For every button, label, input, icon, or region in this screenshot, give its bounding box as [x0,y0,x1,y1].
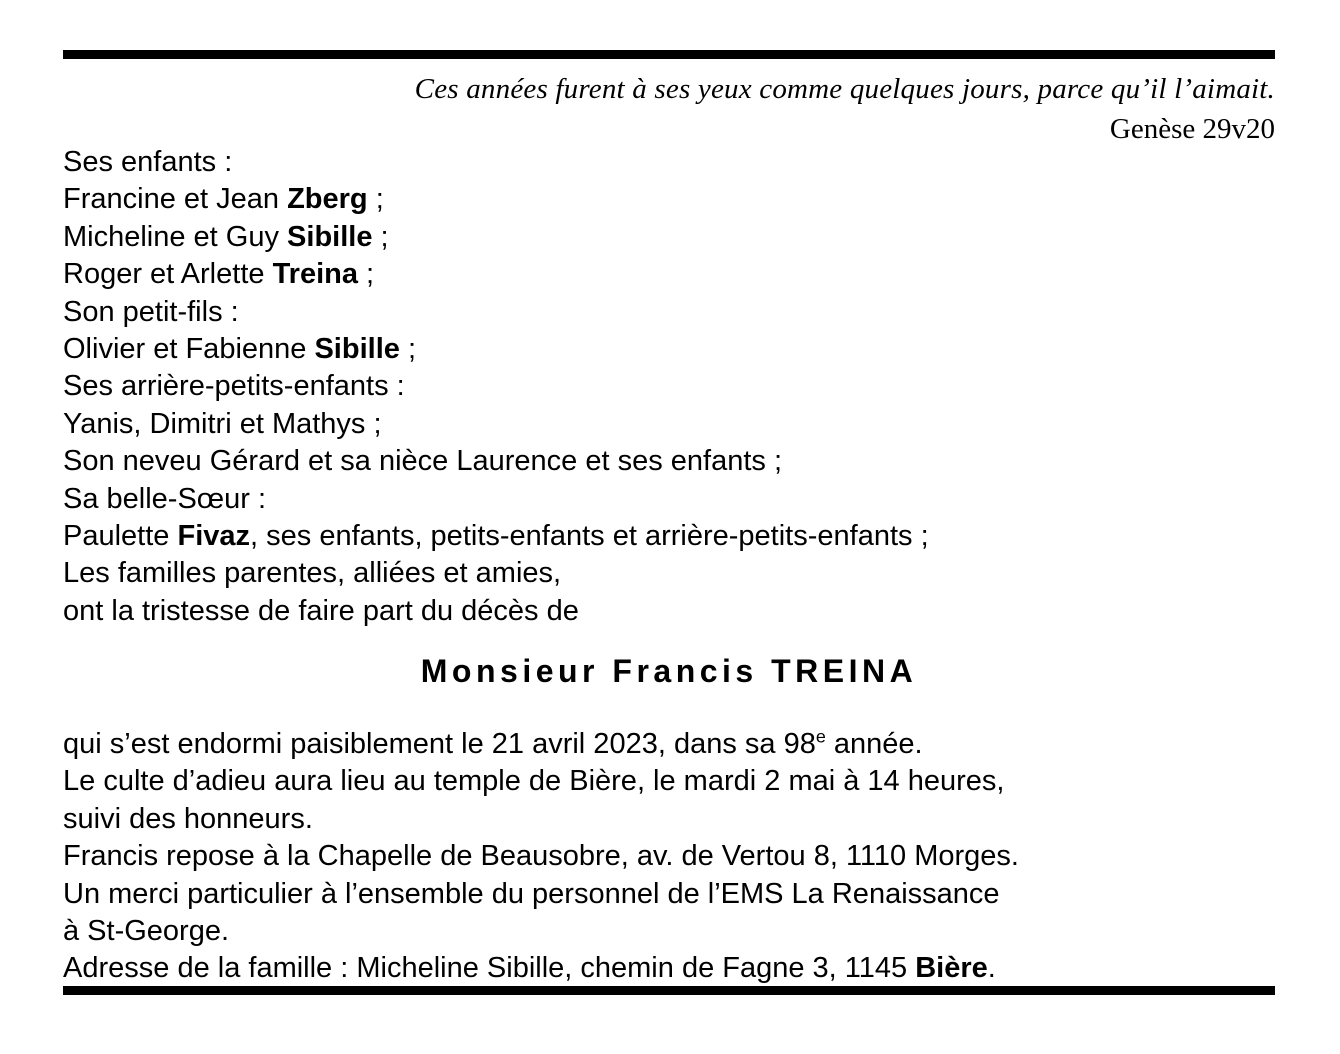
top-divider [63,50,1275,59]
family-surname: Treina [272,258,358,291]
family-line: Son neveu Gérard et sa nièce Laurence et ses enfants ; [63,445,783,478]
family-line: ont la tristesse de faire part du décès de [63,594,579,627]
family-line: Paulette Fivaz, ses enfants, petits-enfants et arrière-petits-enfants ; [63,519,929,552]
details-line: qui s’est endormi paisiblement le 21 avril 2023, dans sa 98e année. [63,726,923,760]
family-line: Ses arrière-petits-enfants : [63,370,405,403]
bottom-divider [63,986,1275,995]
family-line: Yanis, Dimitri et Mathys ; [63,407,382,440]
family-surname: Zberg [287,183,368,216]
details-line: Adresse de la famille : Micheline Sibille, chemin de Fagne 3, 1145 Bière. [63,952,996,985]
family-line: Son petit-fils : [63,295,239,328]
family-line: Les familles parentes, alliées et amies, [63,557,562,590]
family-locality: Bière [915,952,988,985]
family-surname: Fivaz [177,519,251,552]
details-block [63,726,1313,988]
family-line: Ses enfants : [63,146,233,178]
details-line: Le culte d’adieu aura lieu au temple de Bière, le mardi 2 mai à 14 heures, [63,765,1005,798]
family-line: Olivier et Fabienne Sibille ; [63,332,417,365]
family-surname: Sibille [314,332,400,365]
family-announcement-block [63,144,1275,630]
family-line: Roger et Arlette Treina ; [63,258,375,291]
family-surname: Sibille [287,220,373,253]
details-line: Francis repose à la Chapelle de Beausobre, av. de Vertou 8, 1110 Morges. [63,840,1019,873]
epigraph-quote: Ces années furent à ses yeux comme quelques jours, parce qu’il l’aimait. [414,73,1275,105]
family-line: Sa belle-Sœur : [63,482,267,515]
family-line: Micheline et Guy Sibille ; [63,220,389,253]
details-line: suivi des honneurs. [63,802,313,835]
ordinal-suffix: e [815,726,826,747]
epigraph-source: Genèse 29v20 [1109,113,1275,145]
details-line: Un merci particulier à l’ensemble du personnel de l’EMS La Renaissance [63,877,1000,910]
family-line: Francine et Jean Zberg ; [63,183,384,216]
details-line: à St-George. [63,914,230,947]
deceased-name: Monsieur Francis TREINA [420,653,918,689]
